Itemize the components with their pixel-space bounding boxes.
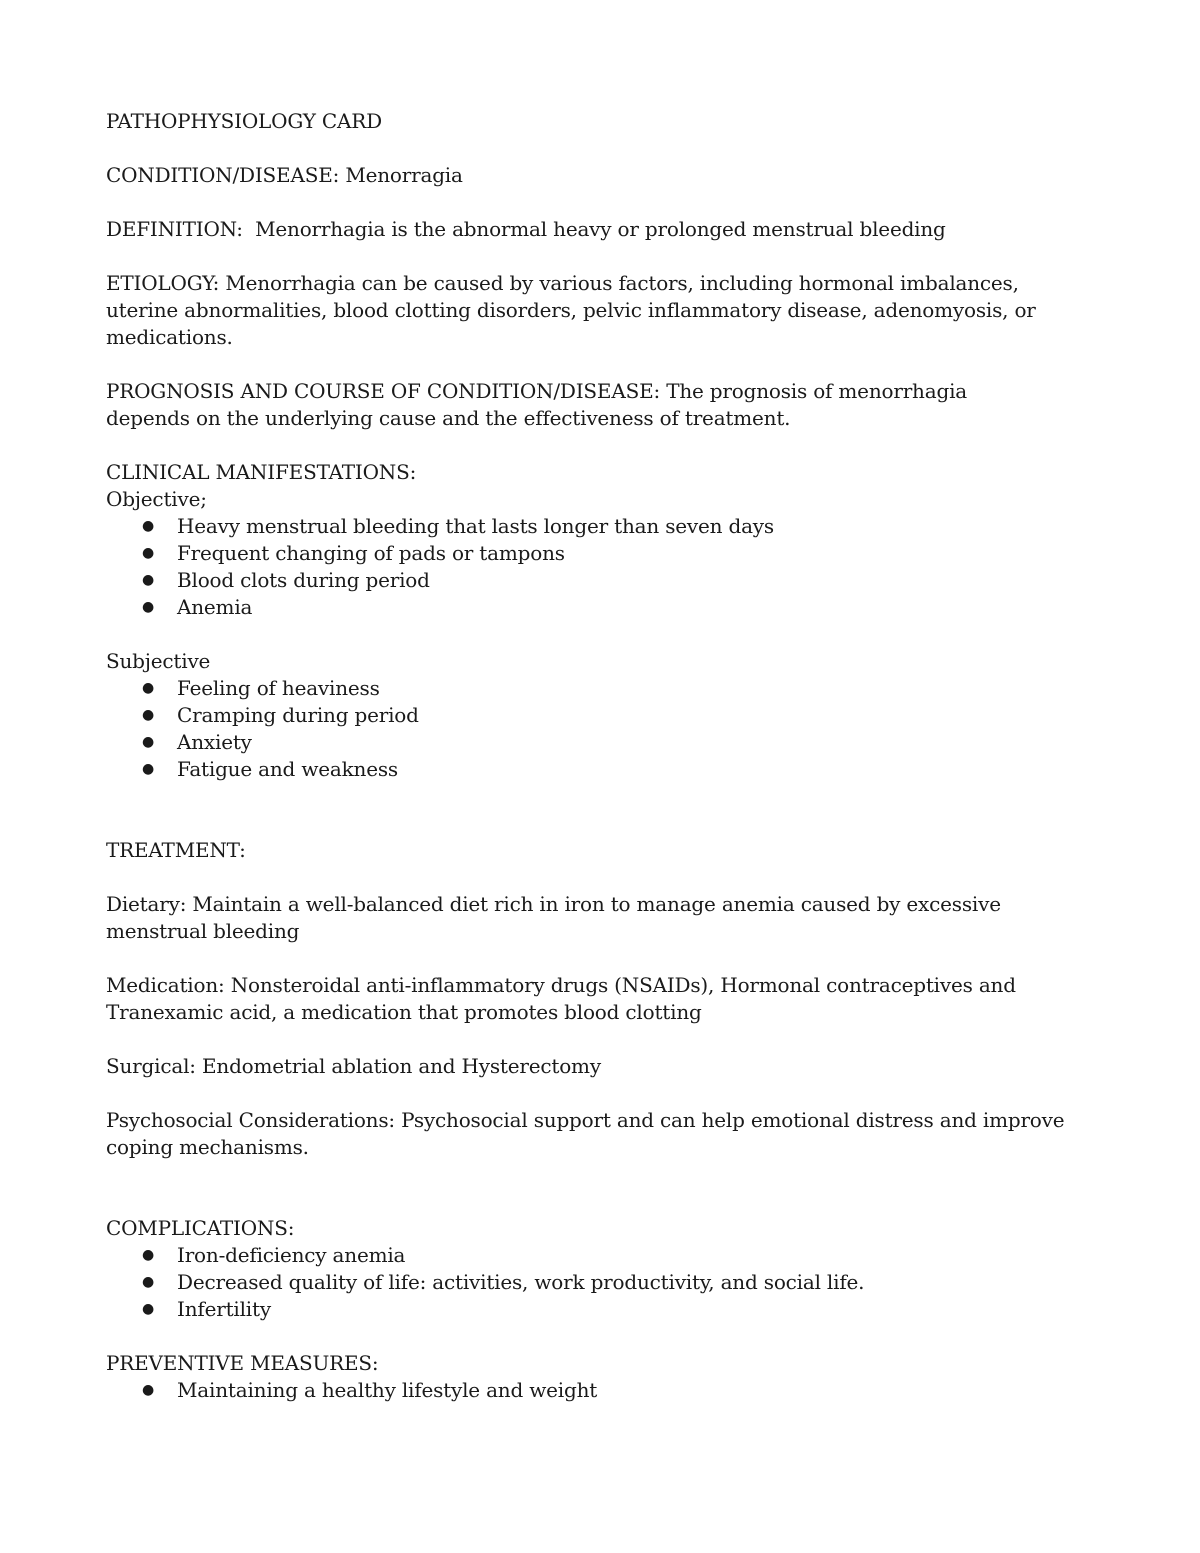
surgical-value: Endometrial ablation and Hysterectomy xyxy=(201,1054,601,1078)
surgical-line xyxy=(106,1053,1066,1080)
list-item: ● Iron-deficiency anemia xyxy=(142,1243,406,1267)
bullet-icon: ● xyxy=(142,518,155,534)
psychosocial-block xyxy=(106,1107,1066,1161)
clinical-manifestations-block xyxy=(106,459,1066,783)
bullet-icon: ● xyxy=(142,707,155,723)
definition-line xyxy=(106,216,1066,243)
objective-list xyxy=(106,513,1066,621)
complications-heading: COMPLICATIONS: xyxy=(106,1216,295,1240)
list-item: ● Maintaining a healthy lifestyle and weight xyxy=(142,1378,598,1402)
medication-block xyxy=(106,972,1066,1026)
bullet-icon: ● xyxy=(142,1274,155,1290)
bullet-icon: ● xyxy=(142,680,155,696)
bullet-icon: ● xyxy=(142,1382,155,1398)
condition-value: Menorragia xyxy=(345,163,463,187)
definition-value: Menorrhagia is the abnormal heavy or prolonged menstrual bleeding xyxy=(255,217,946,241)
bullet-icon: ● xyxy=(142,1301,155,1317)
dietary-text-1: Maintain a well-balanced diet rich in iron to manage anemia caused by excessive xyxy=(192,892,1001,916)
list-item: ● Fatigue and weakness xyxy=(142,757,398,781)
subjective-list xyxy=(106,675,1066,783)
medication-text-1: Nonsteroidal anti-inflammatory drugs (NSAIDs), Hormonal contraceptives and xyxy=(230,973,1016,997)
condition-label: CONDITION/DISEASE: xyxy=(106,163,340,187)
condition-line xyxy=(106,162,1066,189)
list-item: ● Blood clots during period xyxy=(142,568,430,592)
preventive-heading: PREVENTIVE MEASURES: xyxy=(106,1351,379,1375)
etiology-text-1: Menorrhagia can be caused by various factors, including hormonal imbalances, xyxy=(225,271,1019,295)
treatment-block xyxy=(106,837,1066,1161)
definition-label: DEFINITION: xyxy=(106,217,243,241)
etiology-label: ETIOLOGY: xyxy=(106,271,220,295)
psychosocial-text-1: Psychosocial support and can help emotional distress and improve xyxy=(401,1108,1065,1132)
prognosis-text-1: The prognosis of menorrhagia xyxy=(666,379,967,403)
list-item: ● Heavy menstrual bleeding that lasts longer than seven days xyxy=(142,514,774,538)
dietary-label: Dietary: xyxy=(106,892,187,916)
list-item: ● Decreased quality of life: activities, work productivity, and social life. xyxy=(142,1270,865,1294)
surgical-label: Surgical: xyxy=(106,1054,196,1078)
medication-label: Medication: xyxy=(106,973,225,997)
preventive-block xyxy=(106,1350,1066,1404)
treatment-heading: TREATMENT: xyxy=(106,838,246,862)
document-page xyxy=(106,108,1066,1404)
list-item: ● Feeling of heaviness xyxy=(142,676,380,700)
etiology-text-3: medications. xyxy=(106,325,233,349)
objective-label: Objective; xyxy=(106,487,207,511)
preventive-list xyxy=(106,1377,1066,1404)
list-item: ● Anxiety xyxy=(142,730,252,754)
clinical-heading: CLINICAL MANIFESTATIONS: xyxy=(106,460,417,484)
complications-block xyxy=(106,1215,1066,1323)
dietary-block xyxy=(106,891,1066,945)
complications-list xyxy=(106,1242,1066,1323)
list-item: ● Cramping during period xyxy=(142,703,419,727)
bullet-icon: ● xyxy=(142,545,155,561)
prognosis-label: PROGNOSIS AND COURSE OF CONDITION/DISEASE: xyxy=(106,379,661,403)
list-item: ● Anemia xyxy=(142,595,253,619)
prognosis-text-2: depends on the underlying cause and the effectiveness of treatment. xyxy=(106,406,791,430)
psychosocial-text-2: coping mechanisms. xyxy=(106,1135,309,1159)
dietary-text-2: menstrual bleeding xyxy=(106,919,300,943)
subjective-label: Subjective xyxy=(106,649,211,673)
etiology-text-2: uterine abnormalities, blood clotting disorders, pelvic inflammatory disease, adenomyosis, or xyxy=(106,298,1036,322)
bullet-icon: ● xyxy=(142,734,155,750)
prognosis-block xyxy=(106,378,1066,432)
medication-text-2: Tranexamic acid, a medication that promotes blood clotting xyxy=(106,1000,702,1024)
card-title: PATHOPHYSIOLOGY CARD xyxy=(106,109,382,133)
psychosocial-label: Psychosocial Considerations: xyxy=(106,1108,395,1132)
bullet-icon: ● xyxy=(142,572,155,588)
bullet-icon: ● xyxy=(142,1247,155,1263)
bullet-icon: ● xyxy=(142,761,155,777)
etiology-block xyxy=(106,270,1066,351)
list-item: ● Frequent changing of pads or tampons xyxy=(142,541,565,565)
bullet-icon: ● xyxy=(142,599,155,615)
list-item: ● Infertility xyxy=(142,1297,271,1321)
